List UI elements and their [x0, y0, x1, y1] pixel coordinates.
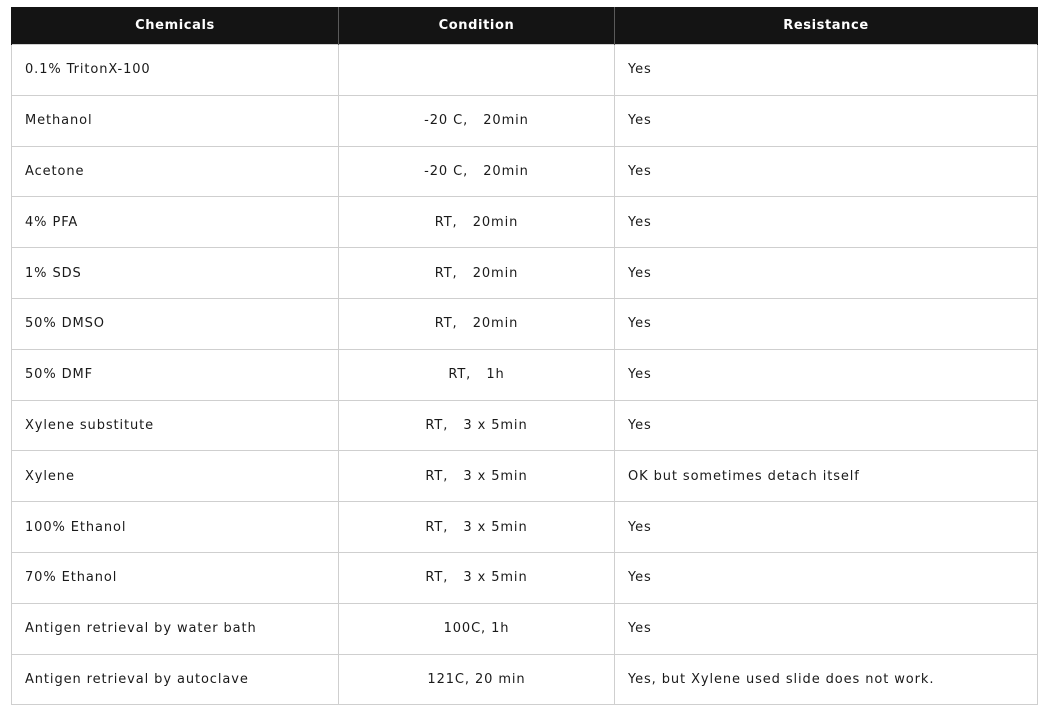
cell-chemical: 50% DMF: [12, 349, 339, 400]
cell-condition: -20 C, 20min: [339, 95, 615, 146]
cell-chemical: 50% DMSO: [12, 298, 339, 349]
table-row: [12, 248, 1038, 299]
cell-condition: RT, 3 x 5min: [339, 400, 615, 451]
cell-chemical: Antigen retrieval by water bath: [12, 603, 339, 654]
cell-condition: 100C, 1h: [339, 603, 615, 654]
table-row: [12, 552, 1038, 603]
table-row: [12, 349, 1038, 400]
header-resistance: Resistance: [615, 7, 1038, 45]
cell-resistance: Yes: [615, 349, 1038, 400]
table-row: [12, 146, 1038, 197]
cell-resistance: Yes: [615, 146, 1038, 197]
cell-condition: RT, 20min: [339, 298, 615, 349]
cell-chemical: 0.1% TritonX-100: [12, 45, 339, 96]
table-header-row: [12, 7, 1038, 45]
cell-resistance: Yes: [615, 603, 1038, 654]
header-chemicals: Chemicals: [12, 7, 339, 45]
cell-chemical: 100% Ethanol: [12, 502, 339, 553]
chemical-resistance-table: [11, 7, 1038, 705]
cell-condition: RT, 20min: [339, 197, 615, 248]
cell-condition: RT, 3 x 5min: [339, 502, 615, 553]
cell-resistance: Yes: [615, 197, 1038, 248]
cell-chemical: 1% SDS: [12, 248, 339, 299]
table-row: [12, 197, 1038, 248]
cell-condition: RT, 3 x 5min: [339, 451, 615, 502]
cell-condition: [339, 45, 615, 96]
cell-resistance: OK but sometimes detach itself: [615, 451, 1038, 502]
header-condition: Condition: [339, 7, 615, 45]
cell-chemical: Acetone: [12, 146, 339, 197]
table-row: [12, 45, 1038, 96]
cell-chemical: 4% PFA: [12, 197, 339, 248]
cell-chemical: Methanol: [12, 95, 339, 146]
cell-resistance: Yes: [615, 298, 1038, 349]
cell-chemical: 70% Ethanol: [12, 552, 339, 603]
cell-chemical: Antigen retrieval by autoclave: [12, 654, 339, 705]
cell-condition: 121C, 20 min: [339, 654, 615, 705]
cell-resistance: Yes: [615, 400, 1038, 451]
table-row: [12, 603, 1038, 654]
cell-condition: RT, 1h: [339, 349, 615, 400]
cell-chemical: Xylene: [12, 451, 339, 502]
cell-condition: RT, 20min: [339, 248, 615, 299]
table-row: [12, 400, 1038, 451]
table-row: [12, 95, 1038, 146]
cell-resistance: Yes, but Xylene used slide does not work.: [615, 654, 1038, 705]
cell-resistance: Yes: [615, 95, 1038, 146]
cell-resistance: Yes: [615, 45, 1038, 96]
table-row: [12, 451, 1038, 502]
cell-condition: -20 C, 20min: [339, 146, 615, 197]
chemical-resistance-table-container: [11, 7, 1037, 705]
cell-resistance: Yes: [615, 502, 1038, 553]
cell-chemical: Xylene substitute: [12, 400, 339, 451]
cell-resistance: Yes: [615, 552, 1038, 603]
cell-condition: RT, 3 x 5min: [339, 552, 615, 603]
table-row: [12, 502, 1038, 553]
table-row: [12, 654, 1038, 705]
table-row: [12, 298, 1038, 349]
cell-resistance: Yes: [615, 248, 1038, 299]
